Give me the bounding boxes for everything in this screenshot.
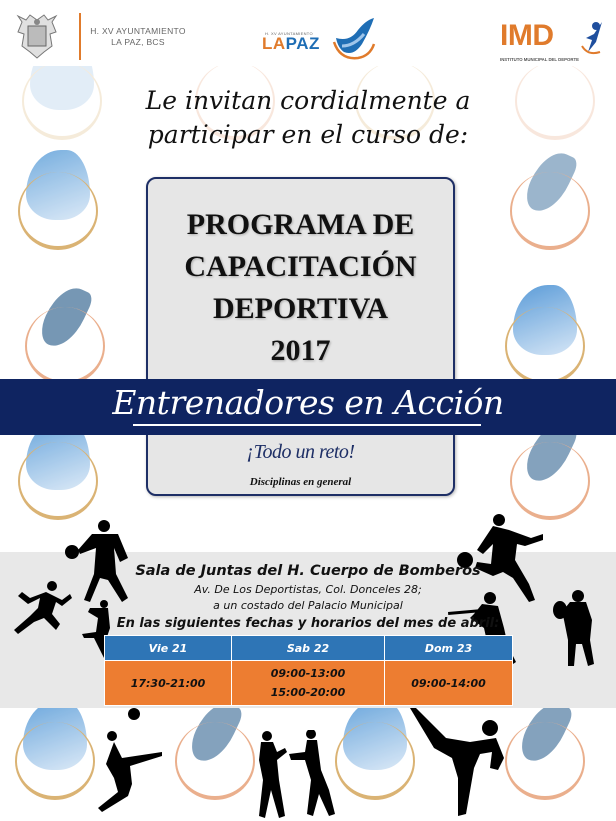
day-header: Sab 22 — [232, 636, 385, 661]
venue-info — [0, 560, 616, 634]
title-line: CAPACITACIÓN — [184, 250, 417, 283]
header — [0, 0, 616, 66]
time-cell — [105, 661, 232, 706]
ayuntamiento-line2: LA PAZ, BCS — [111, 37, 165, 47]
imd-full-name: INSTITUTO MUNICIPAL DEL DEPORTE — [500, 57, 579, 62]
emblem-icon — [335, 700, 415, 800]
schedule-table — [104, 635, 513, 706]
program-title — [148, 204, 453, 372]
imd-figure-icon — [578, 20, 606, 56]
la-text: LA — [262, 34, 286, 53]
logo-divider — [79, 13, 81, 60]
title-year: 2017 — [270, 334, 331, 367]
venue-address-line2: a un costado del Palacio Municipal — [213, 599, 403, 612]
invitation-line2: participar en el curso de: — [147, 120, 469, 149]
emblem-icon — [15, 700, 95, 800]
emblem-icon — [18, 150, 98, 250]
emblem-icon — [18, 420, 98, 520]
volleyball-player-icon — [92, 708, 164, 814]
venue-name: Sala de Juntas del H. Cuerpo de Bomberos — [135, 563, 481, 579]
course-name: Entrenadores en Acción — [112, 383, 504, 422]
tagline: ¡Todo un reto! — [246, 441, 355, 463]
course-banner — [0, 379, 616, 435]
imd-logo — [500, 20, 612, 70]
la-paz-small-text: H. XV AYUNTAMIENTO — [265, 31, 313, 36]
time-cell — [385, 661, 513, 706]
la-paz-wordmark — [262, 34, 320, 54]
la-paz-logo — [262, 16, 377, 62]
emblem-figure-icon — [505, 700, 585, 800]
boxers-icon — [255, 730, 345, 820]
ayuntamiento-label — [88, 26, 188, 48]
emblem-figure-icon — [25, 285, 105, 385]
title-line: DEPORTIVA — [212, 292, 389, 325]
dates-heading: En las siguientes fechas y horarios del mes de abril: — [116, 616, 500, 631]
emblem-icon — [505, 285, 585, 385]
schedule-times-row — [105, 661, 513, 706]
time-slot: 15:00-20:00 — [270, 686, 346, 699]
time-slot: 09:00-13:00 — [270, 667, 346, 680]
day-header: Vie 21 — [105, 636, 232, 661]
imd-acronym: IMD — [500, 19, 554, 52]
venue-address-line1: Av. De Los Deportistas, Col. Donceles 28; — [194, 583, 422, 596]
title-line: PROGRAMA DE — [186, 208, 415, 241]
invitation-line1: Le invitan cordialmente a — [145, 86, 471, 115]
time-slot: 09:00-14:00 — [411, 676, 486, 690]
time-slot: 17:30-21:00 — [130, 676, 206, 690]
karate-kick-icon — [410, 708, 510, 818]
disciplines-label: Disciplinas en general — [249, 476, 352, 488]
coat-of-arms-icon — [14, 12, 60, 60]
program-card — [146, 177, 455, 496]
schedule-header-row — [105, 636, 513, 661]
emblem-figure-icon — [510, 150, 590, 250]
invitation-text — [0, 84, 616, 152]
time-cell — [232, 661, 385, 706]
emblem-figure-icon — [175, 700, 255, 800]
paz-text: PAZ — [285, 34, 320, 53]
ayuntamiento-line1: H. XV AYUNTAMIENTO — [90, 26, 186, 36]
day-header: Dom 23 — [385, 636, 513, 661]
emblem-figure-icon — [510, 420, 590, 520]
banner-underline — [133, 424, 481, 426]
la-paz-flame-icon — [332, 16, 376, 60]
